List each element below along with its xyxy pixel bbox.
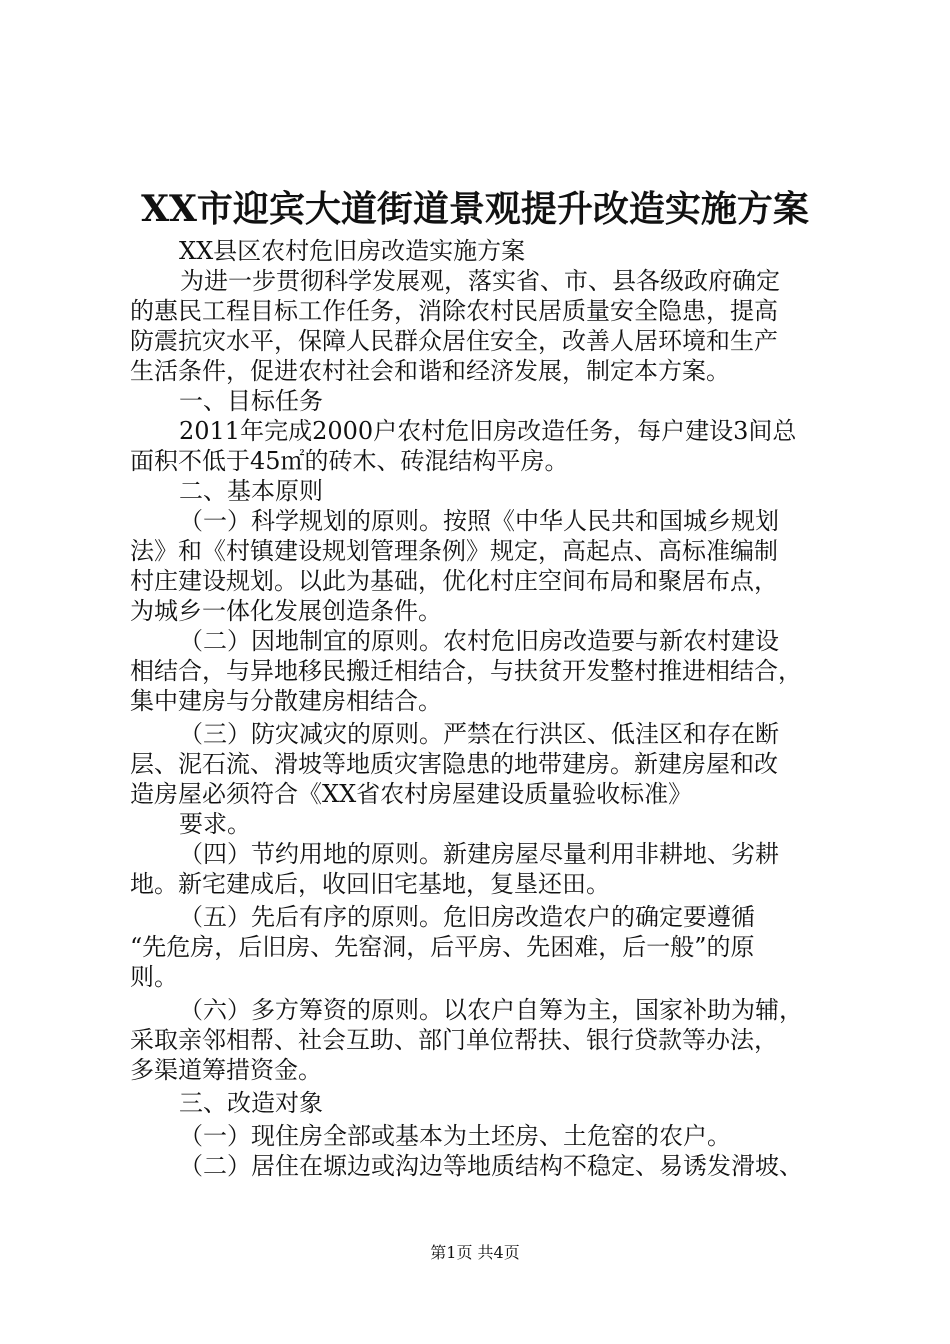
paragraph-line: （二）居住在塬边或沟边等地质结构不稳定、易诱发滑坡、 — [179, 1152, 803, 1180]
section-heading: 三、改造对象 — [179, 1089, 323, 1117]
paragraph-line: 面积不低于45㎡的砖木、砖混结构平房。 — [130, 447, 569, 475]
paragraph-line: 相结合，与异地移民搬迁相结合，与扶贫开发整村推进相结合， — [130, 657, 802, 685]
paragraph-line: 层、泥石流、滑坡等地质灾害隐患的地带建房。新建房屋和改 — [130, 750, 778, 778]
paragraph-line: （一）现住房全部或基本为土坯房、土危窑的农户。 — [179, 1122, 731, 1150]
paragraph-line: 2011年完成2000户农村危旧房改造任务，每户建设3间总 — [179, 417, 797, 445]
paragraph-line: （六）多方筹资的原则。以农户自筹为主，国家补助为辅， — [179, 996, 803, 1024]
paragraph-line: 生活条件，促进农村社会和谐和经济发展，制定本方案。 — [130, 357, 730, 385]
subtitle-line: XX县区农村危旧房改造实施方案 — [179, 237, 526, 265]
paragraph-line: 的惠民工程目标工作任务，消除农村民居质量安全隐患，提高 — [130, 297, 778, 325]
document-title: XX市迎宾大道街道景观提升改造实施方案 — [141, 188, 809, 230]
paragraph-line: （五）先后有序的原则。危旧房改造农户的确定要遵循 — [179, 903, 755, 931]
paragraph-line: 村庄建设规划。以此为基础，优化村庄空间布局和聚居布点， — [130, 567, 778, 595]
paragraph-line: 为城乡一体化发展创造条件。 — [130, 597, 442, 625]
paragraph-line: 集中建房与分散建房相结合。 — [130, 687, 442, 715]
paragraph-line: 则。 — [130, 963, 178, 991]
paragraph-line: 法》和《村镇建设规划管理条例》规定，高起点、高标准编制 — [130, 537, 778, 565]
paragraph-line: 防震抗灾水平，保障人民群众居住安全，改善人居环境和生产 — [130, 327, 778, 355]
paragraph-line: 采取亲邻相帮、社会互助、部门单位帮扶、银行贷款等办法， — [130, 1026, 778, 1054]
paragraph-line: 造房屋必须符合《XX省农村房屋建设质量验收标准》 — [130, 780, 693, 808]
paragraph-line: （四）节约用地的原则。新建房屋尽量利用非耕地、劣耕 — [179, 840, 779, 868]
paragraph-line: （二）因地制宜的原则。农村危旧房改造要与新农村建设 — [179, 627, 779, 655]
page-footer: 第1页 共4页 — [430, 1243, 520, 1262]
paragraph-line: 为进一步贯彻科学发展观，落实省、市、县各级政府确定 — [180, 267, 780, 295]
paragraph-line: 多渠道筹措资金。 — [130, 1056, 322, 1084]
paragraph-line: 要求。 — [179, 810, 251, 838]
section-heading: 一、目标任务 — [179, 387, 323, 415]
paragraph-line: （三）防灾减灾的原则。严禁在行洪区、低洼区和存在断 — [179, 720, 779, 748]
section-heading: 二、基本原则 — [179, 477, 323, 505]
paragraph-line: （一）科学规划的原则。按照《中华人民共和国城乡规划 — [179, 507, 779, 535]
paragraph-line: “先危房，后旧房、先窑洞，后平房、先困难，后一般”的原 — [130, 933, 755, 961]
paragraph-line: 地。新宅建成后，收回旧宅基地，复垦还田。 — [130, 870, 610, 898]
